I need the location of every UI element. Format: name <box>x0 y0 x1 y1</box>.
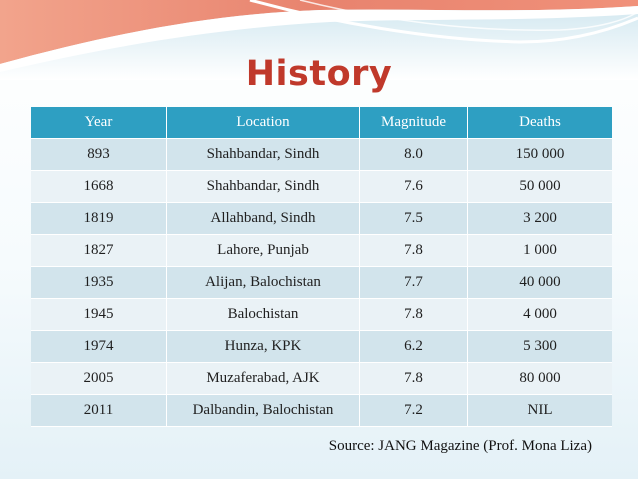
cell-deaths: 40 000 <box>468 267 612 299</box>
cell-year: 893 <box>31 139 167 171</box>
cell-location: Hunza, KPK <box>167 331 360 363</box>
table-row <box>31 171 612 203</box>
cell-year: 1668 <box>31 171 167 203</box>
cell-location: Lahore, Punjab <box>167 235 360 267</box>
cell-year: 1819 <box>31 203 167 235</box>
cell-year: 1974 <box>31 331 167 363</box>
cell-location: Muzaferabad, AJK <box>167 363 360 395</box>
cell-magnitude: 7.7 <box>360 267 468 299</box>
cell-deaths: 1 000 <box>468 235 612 267</box>
table-row <box>31 331 612 363</box>
table-row <box>31 139 612 171</box>
cell-deaths: 3 200 <box>468 203 612 235</box>
table-row <box>31 363 612 395</box>
cell-magnitude: 6.2 <box>360 331 468 363</box>
page-title: History <box>245 54 393 94</box>
cell-magnitude: 8.0 <box>360 139 468 171</box>
cell-location: Alijan, Balochistan <box>167 267 360 299</box>
column-header-year: Year <box>31 107 167 139</box>
cell-year: 1827 <box>31 235 167 267</box>
cell-deaths: 4 000 <box>468 299 612 331</box>
cell-location: Dalbandin, Balochistan <box>167 395 360 427</box>
cell-magnitude: 7.8 <box>360 363 468 395</box>
column-header-magnitude: Magnitude <box>360 107 468 139</box>
cell-deaths: NIL <box>468 395 612 427</box>
cell-magnitude: 7.8 <box>360 235 468 267</box>
cell-deaths: 5 300 <box>468 331 612 363</box>
table-row <box>31 299 612 331</box>
table-row <box>31 395 612 427</box>
cell-location: Allahband, Sindh <box>167 203 360 235</box>
cell-magnitude: 7.5 <box>360 203 468 235</box>
cell-year: 1945 <box>31 299 167 331</box>
cell-year: 2011 <box>31 395 167 427</box>
cell-deaths: 150 000 <box>468 139 612 171</box>
table-row <box>31 267 612 299</box>
column-header-deaths: Deaths <box>468 107 612 139</box>
cell-location: Shahbandar, Sindh <box>167 171 360 203</box>
cell-magnitude: 7.2 <box>360 395 468 427</box>
cell-magnitude: 7.8 <box>360 299 468 331</box>
cell-location: Shahbandar, Sindh <box>167 139 360 171</box>
cell-deaths: 50 000 <box>468 171 612 203</box>
table-header-row <box>31 107 612 139</box>
cell-location: Balochistan <box>167 299 360 331</box>
cell-deaths: 80 000 <box>468 363 612 395</box>
earthquake-history-table <box>31 107 612 427</box>
column-header-location: Location <box>167 107 360 139</box>
table-row <box>31 235 612 267</box>
source-citation: Source: JANG Magazine (Prof. Mona Liza) <box>328 438 592 454</box>
cell-year: 1935 <box>31 267 167 299</box>
cell-year: 2005 <box>31 363 167 395</box>
cell-magnitude: 7.6 <box>360 171 468 203</box>
table-row <box>31 203 612 235</box>
